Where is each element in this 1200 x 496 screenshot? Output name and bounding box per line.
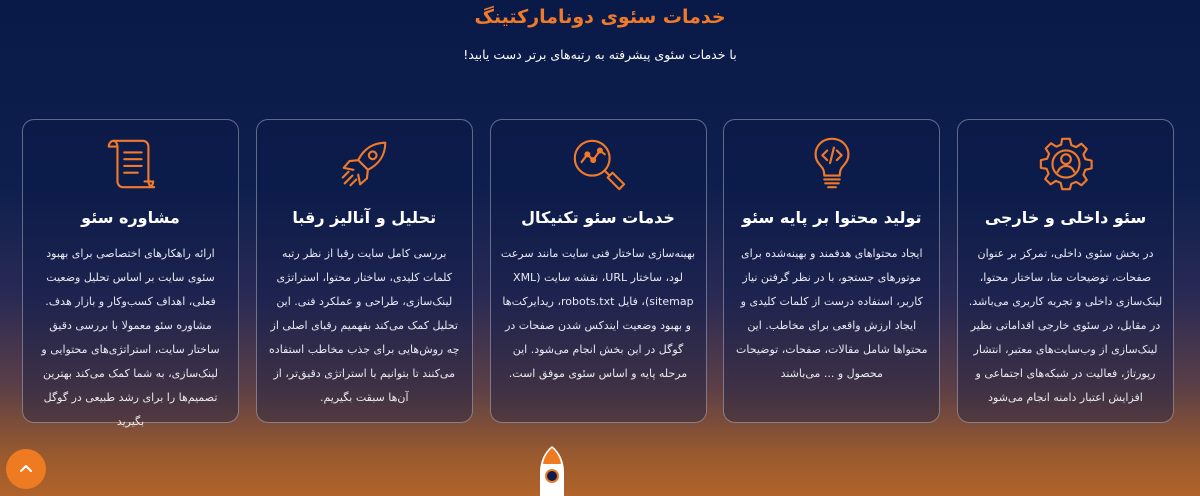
scroll-icon <box>23 134 238 194</box>
service-card-onpage-offpage[interactable] <box>957 119 1174 423</box>
gear-user-icon <box>958 134 1173 194</box>
lightbulb-code-icon <box>724 134 939 194</box>
scroll-to-top-button[interactable] <box>6 449 46 489</box>
service-card-technical[interactable] <box>490 119 707 423</box>
card-title: تولید محتوا بر پایه سئو <box>741 208 922 227</box>
card-description: ارائه راهکارهای اختصاصی برای بهبود سئوی سایت بر اساس تحلیل وضعیت فعلی، اهداف کسب‌وکار و بازار هدف. مشاوره سئو معمولا با بررسی دقیق ساختار سایت، استراتژی‌های محتوایی و لینک‌سازی، به شما کمک می‌کند بهترین تصمیم‌ها را برای رشد طبیعی در گوگل بگیرید <box>41 247 220 428</box>
hero-subtitle: با خدمات سئوی پیشرفته به رتبه‌های برتر دست یابید! <box>463 47 737 62</box>
service-card-competitor[interactable] <box>256 119 473 423</box>
card-description: در بخش سئوی داخلی، تمرکز بر عنوان صفحات، توضیحات متا، ساختار محتوا، لینک‌سازی داخلی و تجربه کاربری می‌باشد. در مقابل، در سئوی خارجی اقداماتی نظیر لینک‌سازی از وب‌سایت‌های معتبر، انتشار رپورتاژ، فعالیت در شبکه‌های اجتماعی و افزایش اعتبار دامنه انجام می‌شود <box>968 247 1163 404</box>
service-card-content[interactable] <box>723 119 940 423</box>
rocket-mascot-icon <box>520 446 584 496</box>
card-description: بهینه‌سازی ساختار فنی سایت مانند سرعت لود، ساختار URL، نقشه سایت (XML sitemap)، فایل robots.txt، ریدایرکت‌ها و بهبود وضعیت ایندکس شدن صفحات در گوگل در این بخش انجام می‌شود. این مرحله پایه و اساس سئوی موفق است. <box>500 247 696 380</box>
services-grid <box>22 119 1174 428</box>
card-title: تحلیل و آنالیز رقبا <box>292 208 437 227</box>
magnifier-chart-icon <box>491 134 706 194</box>
card-title: مشاوره سئو <box>81 208 180 227</box>
card-title: سئو داخلی و خارجی <box>984 208 1147 227</box>
hero-title: خدمات سئوی دونامارکتینگ <box>474 6 726 28</box>
rocket-icon <box>257 134 472 194</box>
chevron-up-icon <box>18 461 34 477</box>
card-title: خدمات سئو تکنیکال <box>521 208 675 227</box>
card-description: ایجاد محتواهای هدفمند و بهینه‌شده برای موتورهای جستجو، با در نظر گرفتن نیاز کاربر، استفاده درست از کلمات کلیدی و ایجاد ارزش واقعی برای مخاطب. این محتواها شامل مقالات، صفحات، توضیحات محصول و ... می‌باشند <box>736 247 928 380</box>
service-card-consulting[interactable] <box>22 119 239 428</box>
card-description: بررسی کامل سایت رقبا از نظر رتبه کلمات کلیدی، ساختار محتوا، استراتژی لینک‌سازی، طراحی و عملکرد فنی. این تحلیل کمک می‌کند بفهمیم رقبای اصلی از چه روش‌هایی برای جذب مخاطب استفاده می‌کنند تا بتوانیم با استراتژی دقیق‌تر، از آن‌ها سبقت بگیریم. <box>269 247 460 404</box>
